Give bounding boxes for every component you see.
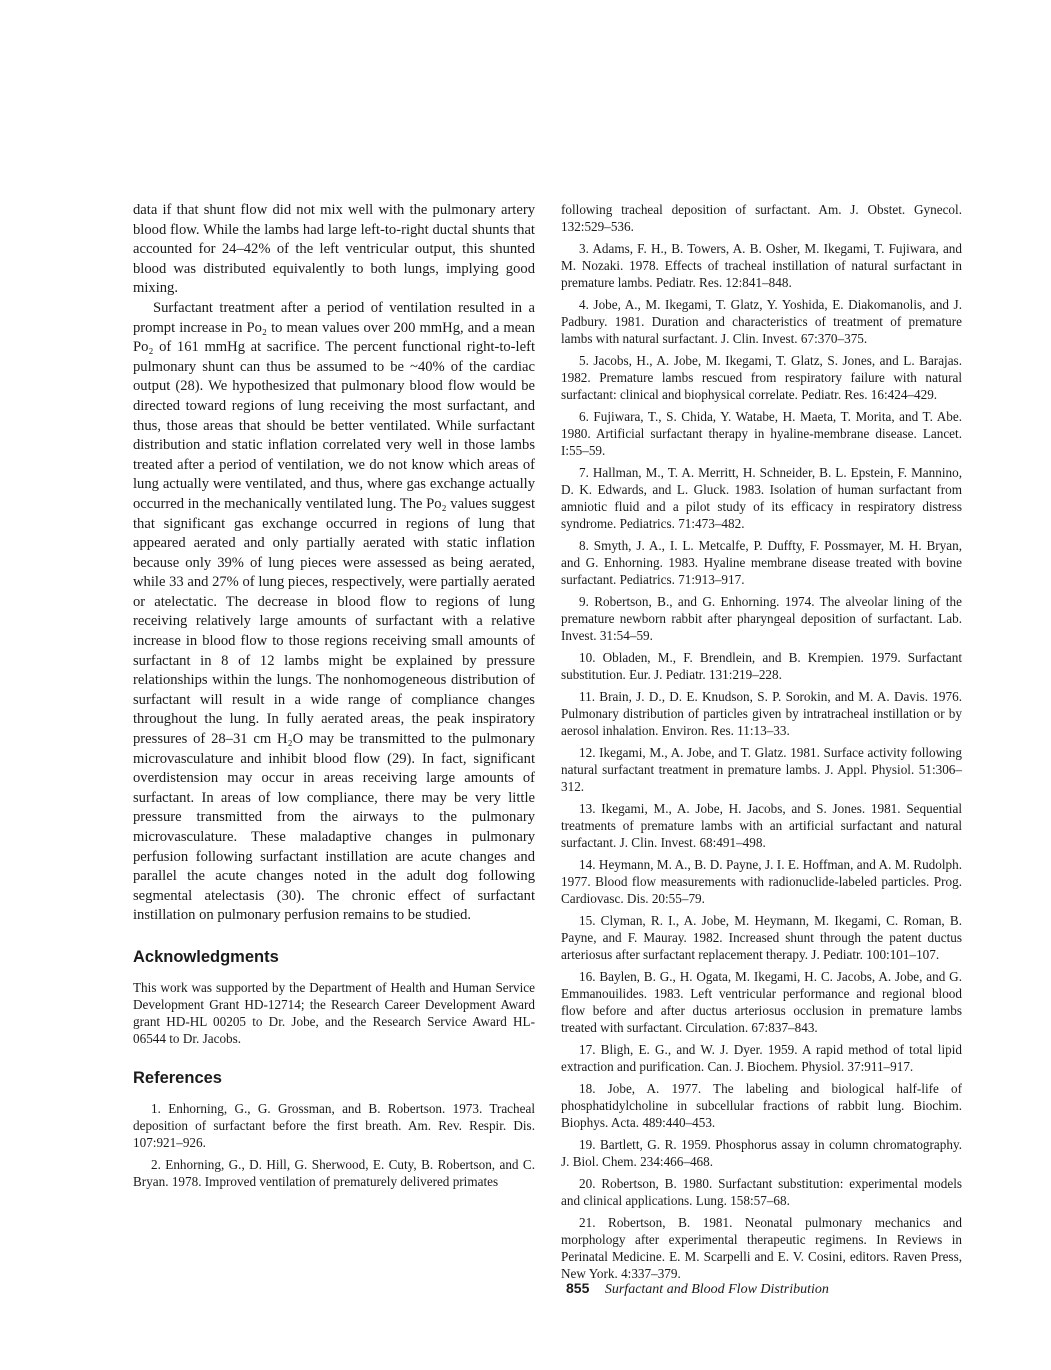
reference-item: 21. Robertson, B. 1981. Neonatal pulmonary mechanics and morphology after experimental therapeutic regimens. In Reviews in Perinatal Medicine. E. M. Scarpelli and E. V. Cosini, editors. Raven Press, New York. 4:337–379. <box>561 1215 962 1281</box>
acknowledgments-heading: Acknowledgments <box>133 947 279 966</box>
reference-item: 7. Hallman, M., T. A. Merritt, H. Schneider, B. L. Epstein, F. Mannino, D. K. Edwards, and L. Gluck. 1983. Isolation of human surfactant from amniotic fluid and a pilot study of its efficacy in respiratory distress syndrome. Pediatrics. 71:473–482. <box>561 465 962 531</box>
reference-item: 9. Robertson, B., and G. Enhorning. 1974. The alveolar lining of the premature newborn rabbit after pharyngeal deposition of surfactant. Lab. Invest. 31:54–59. <box>561 594 962 643</box>
reference-item: 13. Ikegami, M., A. Jobe, H. Jacobs, and S. Jones. 1981. Sequential treatments of premature lambs with an artificial surfactant and natural surfactant. J. Clin. Invest. 68:491–498. <box>561 801 962 850</box>
reference-item: 3. Adams, F. H., B. Towers, A. B. Osher, M. Ikegami, T. Fujiwara, and M. Nozaki. 1978. Effects of tracheal instillation of natural surfactant in premature lambs. Pediatr. Res. 12:841–848. <box>561 241 962 290</box>
reference-item: 12. Ikegami, M., A. Jobe, and T. Glatz. 1981. Surface activity following natural surfactant treatment in premature lambs. J. Appl. Physiol. 51:306–312. <box>561 745 962 794</box>
reference-item: 5. Jacobs, H., A. Jobe, M. Ikegami, T. Glatz, S. Jones, and L. Barajas. 1982. Premature lambs rescued from respiratory failure with natural surfactant: clinical and biophysical correlate. Pediatr. Res. 16:424–429. <box>561 353 962 402</box>
reference-item: 6. Fujiwara, T., S. Chida, Y. Watabe, H. Maeta, T. Morita, and T. Abe. 1980. Artificial surfactant therapy in hyaline-membrane disease. Lancet. I:55–59. <box>561 409 962 458</box>
acknowledgments-text: This work was supported by the Department of Health and Human Service Development Grant HD-12714; the Research Career Development Award grant HD-HL 00205 to Dr. Jobe, and the Research Service Award HL-06544 to Dr. Jacobs. <box>133 979 535 1046</box>
reference-item: 20. Robertson, B. 1980. Surfactant substitution: experimental models and clinical applications. Lung. 158:57–68. <box>561 1176 962 1208</box>
reference-item: 19. Bartlett, G. R. 1959. Phosphorus assay in column chromatography. J. Biol. Chem. 234:466–468. <box>561 1137 962 1169</box>
reference-item: 16. Baylen, B. G., H. Ogata, M. Ikegami, H. C. Jacobs, A. Jobe, and G. Emmanouilides. 1983. Left ventricular performance and regional blood flow before and after ductus arteriosus occlusion in premature lambs treated with surfactant. Circulation. 67:837–843. <box>561 969 962 1035</box>
discussion-paragraph-2: Surfactant treatment after a period of ventilation resulted in a prompt increase in Po₂ to mean values over 200 mmHg, and a mean Po₂ of 161 mmHg at sacrifice. The percent functional right-to-left pulmonary shunt can thus be assumed to be ~40% of the cardiac output (28). We hypothesized that pulmonary blood flow would be directed toward regions of lung receiving the most surfactant, and thus, those areas that should be better ventilated. While surfactant distribution and static inflation correlated very well in those lambs treated after a period of ventilation, we do not know which areas of lung actually were ventilated, and thus, where gas exchange actually occurred in the mechanically ventilated lung. The Po₂ values suggest that significant gas exchange occurred in regions of lung that appeared aerated and only partially aerated with static inflation because only 39% of lung pieces were assessed as being aerated, while 33 and 27% of lung pieces, respectively, were partially aerated or atelectatic. The decrease in blood flow to regions of lung receiving relatively large amounts of surfactant with a relative increase in blood flow to those regions receiving small amounts of surfactant in 8 of 12 lambs might be explained by pressure relationships within the lungs. The nonhomogeneous distribution of surfactant will result in a wide range of compliance changes throughout the lung. In fully aerated areas, the peak inspiratory pressures of 28–31 cm H₂O may be transmitted to the pulmonary microvasculature and inhibit blood flow (29). In fact, significant overdistension may occur in areas receiving large amounts of surfactant. In areas of low compliance, there may be very little pressure transmitted from the airways to the pulmonary microvasculature. These maladaptive changes in pulmonary perfusion following surfactant instillation are acute changes and parallel the acute changes noted in the adult dog following segmental atelectasis (30). The chronic effect of surfactant instillation on pulmonary perfusion remains to be studied. <box>133 299 535 924</box>
reference-item: 4. Jobe, A., M. Ikegami, T. Glatz, Y. Yoshida, E. Diakomanolis, and J. Padbury. 1981. Duration and characteristics of treatment of premature lambs with natural surfactant. J. Clin. Invest. 67:370–375. <box>561 297 962 346</box>
reference-item: 11. Brain, J. D., D. E. Knudson, S. P. Sorokin, and M. A. Davis. 1976. Pulmonary distribution of particles given by intratracheal instillation or by aerosol inhalation. Environ. Res. 11:13–33. <box>561 689 962 738</box>
reference-item: 8. Smyth, J. A., I. L. Metcalfe, P. Duffty, F. Possmayer, M. H. Bryan, and G. Enhorning. 1983. Hyaline membrane disease treated with bovine surfactant. Pediatrics. 71:913–917. <box>561 538 962 587</box>
reference-item: 14. Heymann, M. A., B. D. Payne, J. I. E. Hoffman, and A. M. Rudolph. 1977. Blood flow measurements with radionuclide-labeled particles. Prog. Cardiovasc. Dis. 20:55–79. <box>561 857 962 906</box>
reference-item: 15. Clyman, R. I., A. Jobe, M. Heymann, M. Ikegami, C. Roman, B. Payne, and F. Mauray. 1982. Increased shunt through the patent ductus arteriosus after surfactant replacement therapy. J. Pediatr. 100:101–107. <box>561 913 962 962</box>
references-list-right <box>561 201 962 1282</box>
discussion-paragraph-1: data if that shunt flow did not mix well with the pulmonary artery blood flow. While the lambs had large left-to-right ductal shunts that accounted for 24–42% of the left ventricular output, this shunted blood was distributed equivalently to both lungs, implying good mixing. <box>133 202 535 297</box>
reference-item: 10. Obladen, M., F. Brendlein, and B. Krempien. 1979. Surfactant substitution. Eur. J. Pediatr. 131:219–228. <box>561 650 962 682</box>
right-column <box>561 201 962 1287</box>
references-list-left <box>133 1100 535 1190</box>
reference-item: 17. Bligh, E. G., and W. J. Dyer. 1959. A rapid method of total lipid extraction and purification. Can. J. Biochem. Physiol. 37:911–917. <box>561 1042 962 1074</box>
page-footer <box>566 1280 829 1298</box>
reference-item: 18. Jobe, A. 1977. The labeling and biological half-life of phosphatidylcholine in subcellular fractions of rabbit lung. Biochim. Biophys. Acta. 489:440–453. <box>561 1081 962 1130</box>
reference-item: 2. Enhorning, G., D. Hill, G. Sherwood, E. Cuty, B. Robertson, and C. Bryan. 1978. Improved ventilation of prematurely delivered primates <box>133 1156 535 1189</box>
running-title: Surfactant and Blood Flow Distribution <box>604 1282 829 1297</box>
reference-continuation: following tracheal deposition of surfactant. Am. J. Obstet. Gynecol. 132:529–536. <box>561 202 962 234</box>
page-number: 855 <box>566 1280 590 1296</box>
reference-item: 1. Enhorning, G., G. Grossman, and B. Robertson. 1973. Tracheal deposition of surfactant before the first breath. Am. Rev. Respir. Dis. 107:921–926. <box>133 1100 535 1150</box>
left-column <box>133 201 535 1195</box>
references-heading: References <box>133 1068 222 1087</box>
